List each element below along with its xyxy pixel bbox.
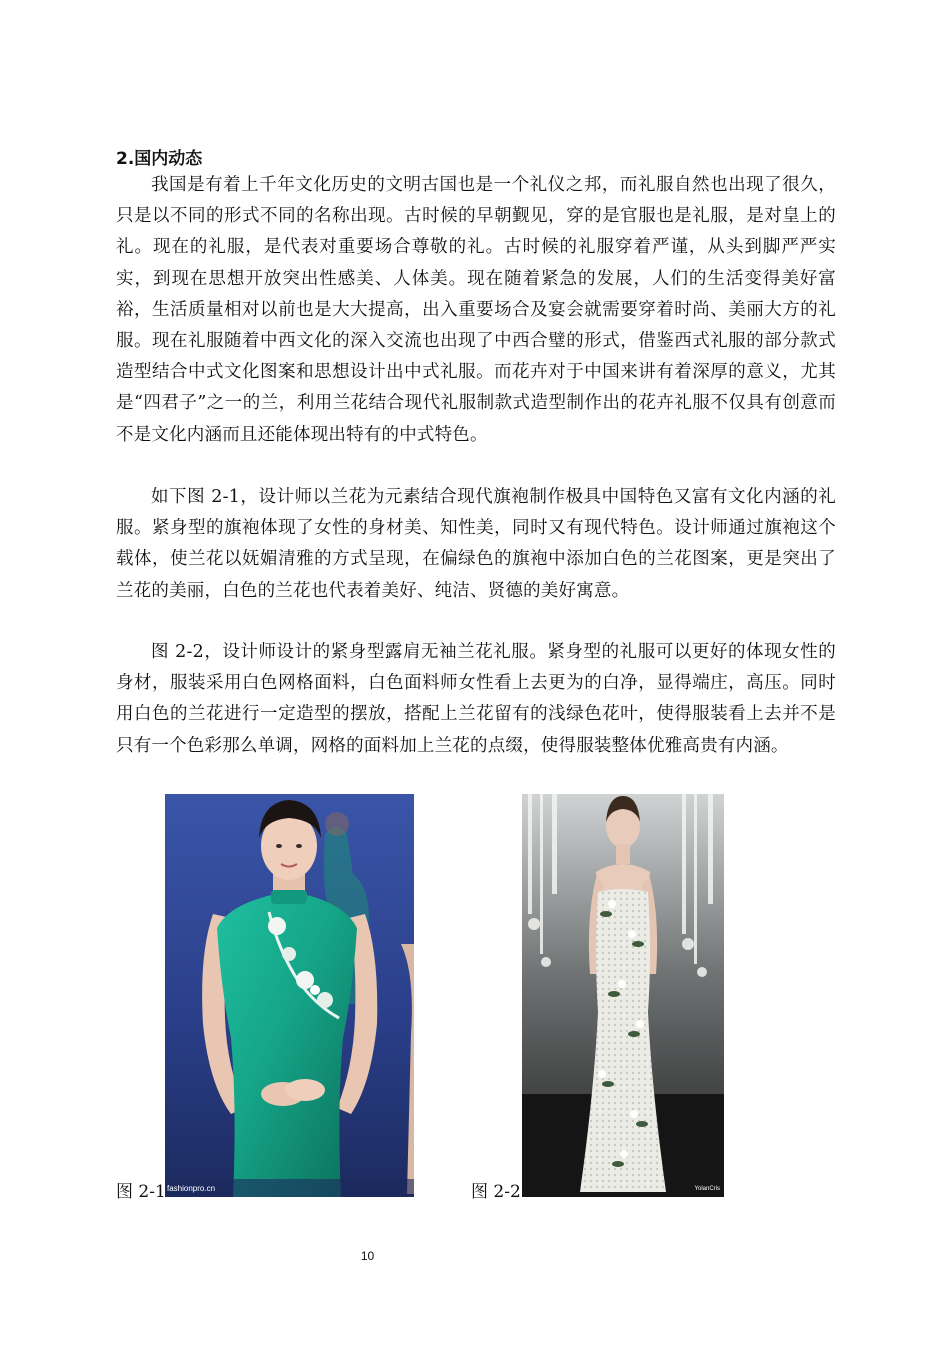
figure-caption: 图 2-2 — [471, 1182, 521, 1202]
paragraph-figure-2-2: 图 2-2，设计师设计的紧身型露肩无袖兰花礼服。紧身型的礼服可以更好的体现女性的身材，服装采用白色网格面料，白色面料师女性看上去更为的白净，显得端庄，高压。同时用白色的兰花进行一定造型的摆放，搭配上兰花留有的浅绿色花叶，使得服装看上去并不是只有一个色彩那么单调，网格的面料加上兰花的点缀，使得服装整体优雅高贵有内涵。 — [116, 642, 836, 756]
figure-white-orchid-gown-photo — [522, 794, 724, 1197]
section-heading: 2.国内动态 — [116, 149, 203, 169]
paragraph-domestic-trends: 我国是有着上千年文化历史的文明古国也是一个礼仪之邦，而礼服自然也出现了很久，只是以不同的形式不同的名称出现。古时候的早朝觐见，穿的是官服也是礼服，是对皇上的礼。现在的礼服，是代表对重要场合尊敬的礼。古时候的礼服穿着严谨，从头到脚严严实实，到现在思想开放突出性感美、人体美。现在随着紧急的发展，人们的生活变得美好富裕，生活质量相对以前也是大大提高，出入重要场合及宴会就需要穿着时尚、美丽大方的礼服。现在礼服随着中西文化的深入交流也出现了中西合璧的形式，借鉴西式礼服的部分款式造型结合中式文化图案和思想设计出中式礼服。而花卉对于中国来讲有着深厚的意义，尤其是“四君子”之一的兰，利用兰花结合现代礼服制款式造型制作出的花卉礼服不仅具有创意而不是文化内涵而且还能体现出特有的中式特色。 — [116, 175, 836, 445]
page-number: 10 — [360, 1249, 375, 1263]
figure-green-qipao-photo — [165, 794, 414, 1197]
figure-caption: 图 2-1 — [116, 1182, 166, 1202]
photo-watermark: YolanCris — [694, 1186, 720, 1192]
paragraph-figure-2-1: 如下图 2-1，设计师以兰花为元素结合现代旗袍制作极具中国特色又富有文化内涵的礼服。紧身型的旗袍体现了女性的身材美、知性美，同时又有现代特色。设计师通过旗袍这个载体，使兰花以妩媚清雅的方式呈现，在偏绿色的旗袍中添加白色的兰花图案，更是突出了兰花的美丽，白色的兰花也代表着美好、纯洁、贤德的美好寓意。 — [116, 487, 836, 601]
photo-watermark: fashionpro.cn — [167, 1184, 216, 1193]
